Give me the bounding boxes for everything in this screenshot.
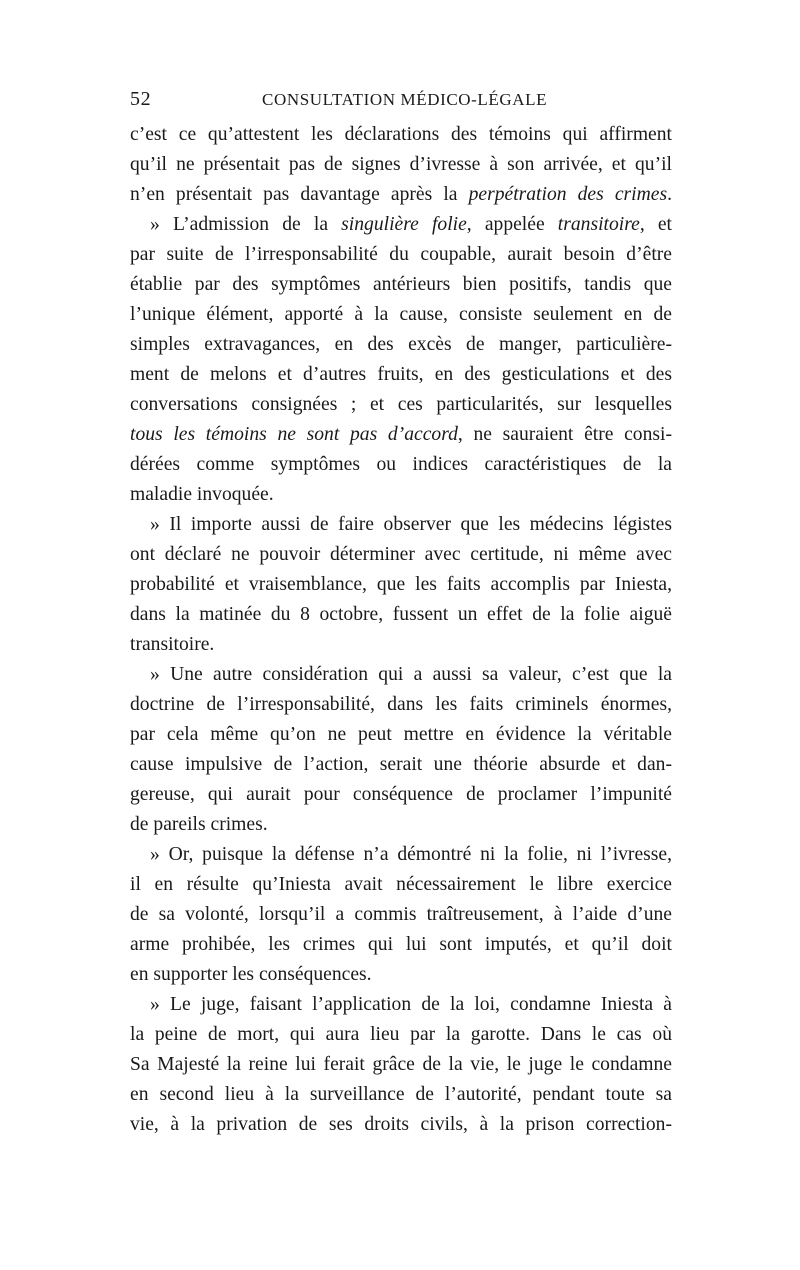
text-line: vie, à la privation de ses droits civils, à la prison correction- <box>130 1114 672 1135</box>
text-line: tous les témoins ne sont pas d’accord, ne sauraient être consi- <box>130 424 672 445</box>
text-line: il en résulte qu’Iniesta avait nécessairement le libre exercice <box>130 874 672 895</box>
italic-phrase: tous les témoins ne sont pas d’accord <box>130 424 458 445</box>
text-line: simples extravagances, en des excès de manger, particulière- <box>130 334 672 355</box>
italic-phrase: perpétration des crimes <box>468 184 668 205</box>
text-line: » Une autre considération qui a aussi sa valeur, c’est que la <box>150 664 672 685</box>
text-line: probabilité et vraisemblance, que les faits accomplis par Iniesta, <box>130 574 672 595</box>
text-line: Sa Majesté la reine lui ferait grâce de la vie, le juge le condamne <box>130 1054 672 1075</box>
text-line: » Il importe aussi de faire observer que les médecins légistes <box>150 514 672 535</box>
text-line: n’en présentait pas davantage après la perpétration des crimes. <box>130 184 672 205</box>
text-line: doctrine de l’irresponsabilité, dans les faits criminels énormes, <box>130 694 672 715</box>
text-line: ont déclaré ne pouvoir déterminer avec certitude, ni même avec <box>130 544 672 565</box>
running-title: CONSULTATION MÉDICO-LÉGALE <box>262 90 548 109</box>
italic-phrase: singulière folie <box>341 214 467 235</box>
text-line: de sa volonté, lorsqu’il a commis traîtreusement, à l’aide d’une <box>130 904 672 925</box>
text-line: transitoire. <box>130 634 215 655</box>
text-line: » Or, puisque la défense n’a démontré ni la folie, ni l’ivresse, <box>150 844 672 865</box>
text-line: l’unique élément, apporté à la cause, consiste seulement en de <box>130 304 672 325</box>
text-line: ment de melons et d’autres fruits, en des gesticulations et des <box>130 364 672 385</box>
text-line: » Le juge, faisant l’application de la loi, condamne Iniesta à <box>150 994 672 1015</box>
text-line: maladie invoquée. <box>130 484 274 505</box>
text-line: en second lieu à la surveillance de l’autorité, pendant toute sa <box>130 1084 672 1105</box>
text-line: dérées comme symptômes ou indices caractéristiques de la <box>130 454 672 475</box>
text-line: établie par des symptômes antérieurs bien positifs, tandis que <box>130 274 672 295</box>
text-line: gereuse, qui aurait pour conséquence de proclamer l’impunité <box>130 784 672 805</box>
text-line: de pareils crimes. <box>130 814 268 835</box>
book-page <box>130 88 672 1140</box>
text-line: arme prohibée, les crimes qui lui sont imputés, et qu’il doit <box>130 934 672 955</box>
text-line: conversations consignées ; et ces particularités, sur lesquelles <box>130 394 672 415</box>
running-head <box>130 88 672 118</box>
text-line: cause impulsive de l’action, serait une théorie absurde et dan- <box>130 754 672 775</box>
text-line: par suite de l’irresponsabilité du coupable, aurait besoin d’être <box>130 244 672 265</box>
text-line: » L’admission de la singulière folie, appelée transitoire, et <box>150 214 672 235</box>
body-text <box>130 120 672 1140</box>
italic-phrase: transitoire <box>557 214 640 235</box>
text-line: dans la matinée du 8 octobre, fussent un effet de la folie aiguë <box>130 604 672 625</box>
text-line: c’est ce qu’attestent les déclarations des témoins qui affirment <box>130 124 672 145</box>
text-line: en supporter les conséquences. <box>130 964 372 985</box>
page-number: 52 <box>130 88 152 110</box>
text-line: qu’il ne présentait pas de signes d’ivresse à son arrivée, et qu’il <box>130 154 672 175</box>
text-line: par cela même qu’on ne peut mettre en évidence la véritable <box>130 724 672 745</box>
text-line: la peine de mort, qui aura lieu par la garotte. Dans le cas où <box>130 1024 672 1045</box>
